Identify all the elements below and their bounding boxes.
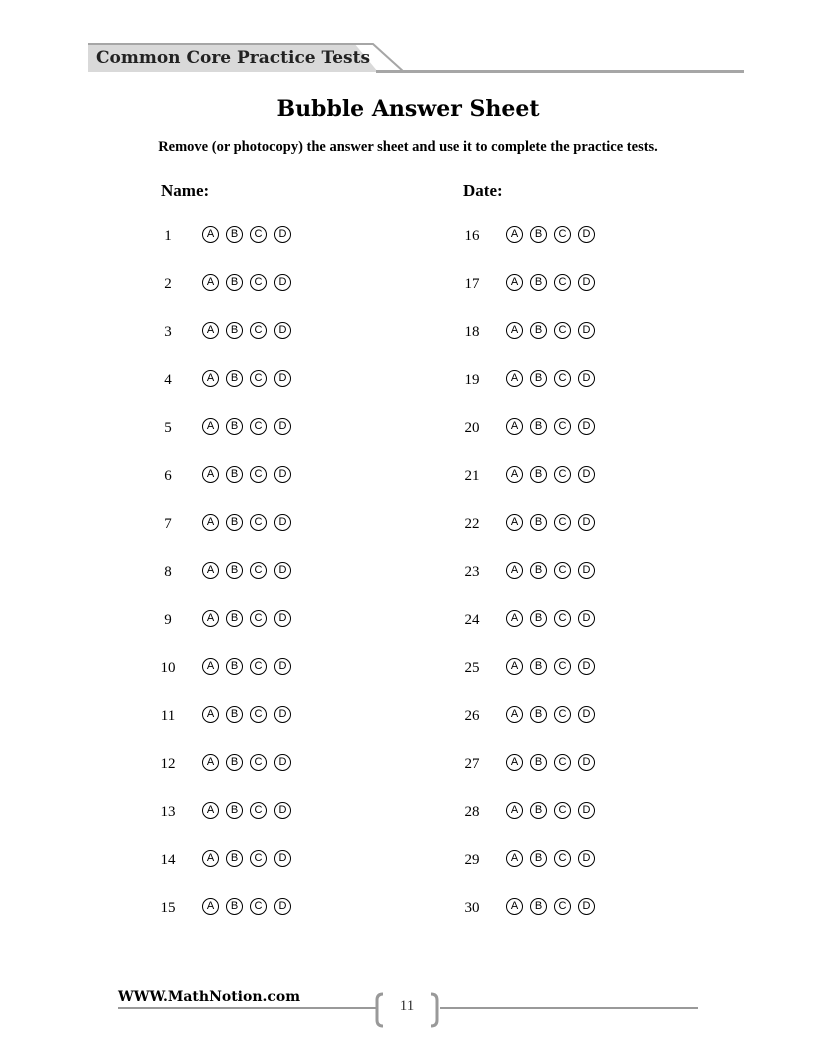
answer-bubble[interactable]: A <box>506 322 523 339</box>
answer-column-left <box>150 226 298 946</box>
answer-bubble[interactable]: C <box>554 802 571 819</box>
answer-bubbles <box>202 658 298 675</box>
answer-bubble[interactable]: C <box>250 322 267 339</box>
answer-bubble[interactable]: D <box>274 226 291 243</box>
question-number: 8 <box>164 564 172 580</box>
answer-bubble[interactable]: D <box>274 274 291 291</box>
answer-bubble[interactable]: A <box>202 754 219 771</box>
answer-bubble[interactable]: A <box>202 898 219 915</box>
answer-bubble[interactable]: A <box>506 898 523 915</box>
answer-bubble[interactable]: A <box>506 466 523 483</box>
answer-bubble[interactable]: B <box>530 850 547 867</box>
answer-bubble[interactable]: D <box>274 850 291 867</box>
date-label: Date: <box>463 181 503 200</box>
answer-bubble[interactable]: B <box>530 898 547 915</box>
answer-bubble[interactable]: D <box>274 802 291 819</box>
question-number: 6 <box>164 468 172 484</box>
answer-bubble[interactable]: A <box>506 274 523 291</box>
question-row <box>454 802 602 850</box>
page-title: Bubble Answer Sheet <box>276 96 540 122</box>
answer-bubble[interactable]: D <box>274 514 291 531</box>
question-row <box>454 658 602 706</box>
question-number: 24 <box>464 612 480 628</box>
question-number: 1 <box>164 228 172 244</box>
question-number: 5 <box>164 420 172 436</box>
answer-bubble[interactable]: B <box>226 514 243 531</box>
footer-rule-left <box>118 1007 376 1009</box>
answer-bubble[interactable]: C <box>250 898 267 915</box>
answer-bubble[interactable]: A <box>506 514 523 531</box>
answer-bubble[interactable]: B <box>530 370 547 387</box>
answer-bubble[interactable]: D <box>578 754 595 771</box>
answer-bubble[interactable]: C <box>250 658 267 675</box>
question-number: 20 <box>464 420 480 436</box>
answer-bubble[interactable]: D <box>578 562 595 579</box>
answer-bubbles <box>202 418 298 435</box>
instructions: Remove (or photocopy) the answer sheet and use it to complete the practice tests. <box>158 139 658 155</box>
answer-bubble[interactable]: C <box>554 370 571 387</box>
answer-bubble[interactable]: B <box>530 802 547 819</box>
answer-bubble[interactable]: A <box>202 274 219 291</box>
answer-bubble[interactable]: B <box>226 466 243 483</box>
answer-bubble[interactable]: C <box>554 898 571 915</box>
answer-bubble[interactable]: B <box>226 274 243 291</box>
answer-bubble[interactable]: D <box>578 706 595 723</box>
answer-bubble[interactable]: A <box>202 322 219 339</box>
answer-bubble[interactable]: C <box>250 370 267 387</box>
answer-bubbles <box>202 322 298 339</box>
page-number: 11 <box>399 998 415 1014</box>
answer-bubble[interactable]: B <box>530 610 547 627</box>
question-row <box>454 226 602 274</box>
answer-bubble[interactable]: B <box>226 562 243 579</box>
answer-bubble[interactable]: B <box>226 706 243 723</box>
answer-bubble[interactable]: C <box>250 226 267 243</box>
answer-bubble[interactable]: D <box>578 610 595 627</box>
answer-bubble[interactable]: D <box>578 898 595 915</box>
question-number: 13 <box>160 804 176 820</box>
answer-bubbles <box>506 898 602 915</box>
answer-bubbles <box>506 754 602 771</box>
answer-bubble[interactable]: A <box>202 706 219 723</box>
answer-bubbles <box>202 610 298 627</box>
question-number: 7 <box>164 516 172 532</box>
answer-bubble[interactable]: B <box>226 610 243 627</box>
answer-bubble[interactable]: D <box>274 322 291 339</box>
answer-bubbles <box>202 898 298 915</box>
answer-bubble[interactable]: D <box>578 418 595 435</box>
answer-bubble[interactable]: B <box>530 706 547 723</box>
answer-bubble[interactable]: D <box>274 754 291 771</box>
question-row <box>150 466 298 514</box>
answer-bubble[interactable]: C <box>554 322 571 339</box>
question-number: 28 <box>464 804 480 820</box>
question-row <box>454 514 602 562</box>
answer-bubble[interactable]: B <box>226 898 243 915</box>
answer-bubble[interactable]: A <box>202 370 219 387</box>
answer-bubble[interactable]: D <box>274 706 291 723</box>
question-number: 25 <box>464 660 480 676</box>
answer-bubble[interactable]: B <box>530 466 547 483</box>
question-number: 21 <box>464 468 480 484</box>
question-number: 4 <box>164 372 172 388</box>
answer-bubble[interactable]: A <box>506 850 523 867</box>
answer-bubble[interactable]: C <box>250 610 267 627</box>
answer-bubbles <box>506 322 602 339</box>
answer-bubble[interactable]: B <box>530 754 547 771</box>
answer-bubble[interactable]: B <box>226 754 243 771</box>
question-number: 29 <box>464 852 480 868</box>
question-number: 16 <box>464 228 480 244</box>
answer-bubble[interactable]: D <box>578 370 595 387</box>
answer-bubbles <box>506 466 602 483</box>
question-number: 26 <box>464 708 480 724</box>
answer-bubble[interactable]: A <box>202 850 219 867</box>
answer-bubbles <box>506 418 602 435</box>
answer-bubble[interactable]: B <box>530 658 547 675</box>
answer-bubble[interactable]: C <box>554 562 571 579</box>
answer-bubble[interactable]: A <box>506 802 523 819</box>
answer-bubble[interactable]: B <box>226 370 243 387</box>
answer-bubble[interactable]: D <box>274 898 291 915</box>
header-rule <box>376 70 744 73</box>
answer-bubble[interactable]: A <box>202 514 219 531</box>
answer-bubble[interactable]: C <box>250 802 267 819</box>
question-row <box>150 562 298 610</box>
answer-bubbles <box>202 562 298 579</box>
answer-bubble[interactable]: A <box>202 802 219 819</box>
question-row <box>454 562 602 610</box>
question-number: 2 <box>164 276 172 292</box>
answer-bubble[interactable]: A <box>202 418 219 435</box>
question-number: 18 <box>464 324 480 340</box>
answer-bubble[interactable]: C <box>250 514 267 531</box>
answer-bubble[interactable]: A <box>202 466 219 483</box>
question-row <box>454 754 602 802</box>
answer-bubbles <box>506 610 602 627</box>
answer-bubble[interactable]: D <box>578 658 595 675</box>
answer-bubbles <box>202 466 298 483</box>
answer-bubble[interactable]: D <box>578 514 595 531</box>
question-number: 11 <box>160 708 176 724</box>
question-number: 17 <box>464 276 480 292</box>
answer-bubble[interactable]: B <box>226 226 243 243</box>
answer-bubble[interactable]: A <box>506 754 523 771</box>
answer-bubble[interactable]: B <box>530 514 547 531</box>
question-number: 19 <box>464 372 480 388</box>
question-row <box>454 418 602 466</box>
answer-bubble[interactable]: C <box>250 562 267 579</box>
answer-bubble[interactable]: A <box>506 610 523 627</box>
question-row <box>150 802 298 850</box>
question-row <box>454 274 602 322</box>
answer-bubble[interactable]: B <box>530 322 547 339</box>
answer-bubble[interactable]: C <box>250 274 267 291</box>
question-row <box>150 322 298 370</box>
question-row <box>150 850 298 898</box>
answer-bubbles <box>202 850 298 867</box>
answer-bubble[interactable]: B <box>530 274 547 291</box>
question-number: 14 <box>160 852 176 868</box>
answer-bubble[interactable]: C <box>554 418 571 435</box>
question-row <box>454 610 602 658</box>
answer-bubble[interactable]: A <box>506 226 523 243</box>
name-label: Name: <box>161 181 210 200</box>
answer-bubble[interactable]: A <box>506 658 523 675</box>
answer-bubbles <box>506 658 602 675</box>
answer-bubble[interactable]: C <box>554 658 571 675</box>
answer-bubble[interactable]: B <box>226 322 243 339</box>
footer-website: WWW.MathNotion.com <box>118 989 301 1005</box>
answer-bubbles <box>202 754 298 771</box>
question-row <box>150 370 298 418</box>
answer-bubble[interactable]: D <box>274 418 291 435</box>
answer-bubbles <box>506 370 602 387</box>
answer-bubbles <box>506 562 602 579</box>
answer-bubble[interactable]: D <box>274 466 291 483</box>
answer-bubble[interactable]: D <box>578 802 595 819</box>
question-row <box>150 706 298 754</box>
answer-column-right <box>454 226 602 946</box>
question-row <box>150 514 298 562</box>
answer-bubble[interactable]: A <box>506 418 523 435</box>
answer-bubble[interactable]: B <box>226 658 243 675</box>
answer-bubble[interactable]: C <box>250 754 267 771</box>
answer-bubble[interactable]: C <box>250 418 267 435</box>
answer-bubbles <box>202 370 298 387</box>
question-row <box>150 418 298 466</box>
question-number: 9 <box>164 612 172 628</box>
answer-bubble[interactable]: D <box>274 370 291 387</box>
answer-bubble[interactable]: B <box>530 226 547 243</box>
answer-bubble[interactable]: B <box>530 562 547 579</box>
question-row <box>150 754 298 802</box>
question-number: 22 <box>464 516 480 532</box>
answer-bubble[interactable]: C <box>554 610 571 627</box>
answer-bubble[interactable]: A <box>506 706 523 723</box>
question-row <box>150 658 298 706</box>
answer-bubble[interactable]: A <box>506 562 523 579</box>
answer-bubble[interactable]: D <box>274 610 291 627</box>
question-row <box>150 274 298 322</box>
answer-bubble[interactable]: B <box>226 850 243 867</box>
answer-bubbles <box>202 274 298 291</box>
question-row <box>454 898 602 946</box>
answer-bubbles <box>506 274 602 291</box>
answer-bubbles <box>506 802 602 819</box>
answer-bubble[interactable]: D <box>274 562 291 579</box>
answer-bubble[interactable]: D <box>578 322 595 339</box>
question-row <box>454 706 602 754</box>
question-number: 12 <box>160 756 176 772</box>
answer-bubbles <box>506 514 602 531</box>
question-number: 15 <box>160 900 176 916</box>
question-number: 3 <box>164 324 172 340</box>
answer-bubble[interactable]: B <box>226 802 243 819</box>
answer-bubble[interactable]: C <box>250 850 267 867</box>
footer-rule-right <box>440 1007 698 1009</box>
answer-bubble[interactable]: B <box>226 418 243 435</box>
answer-bubble[interactable]: D <box>578 466 595 483</box>
answer-bubbles <box>202 514 298 531</box>
question-row <box>150 898 298 946</box>
answer-bubble[interactable]: D <box>578 850 595 867</box>
answer-bubble[interactable]: A <box>202 226 219 243</box>
question-row <box>454 322 602 370</box>
question-row <box>454 370 602 418</box>
answer-bubble[interactable]: A <box>506 370 523 387</box>
question-row <box>150 226 298 274</box>
answer-bubble[interactable]: C <box>554 706 571 723</box>
answer-bubble[interactable]: A <box>202 610 219 627</box>
answer-bubbles <box>506 706 602 723</box>
answer-bubble[interactable]: B <box>530 418 547 435</box>
answer-bubbles <box>506 226 602 243</box>
answer-bubble[interactable]: C <box>250 466 267 483</box>
answer-bubble[interactable]: C <box>554 226 571 243</box>
answer-bubble[interactable]: C <box>250 706 267 723</box>
answer-bubble[interactable]: C <box>554 274 571 291</box>
question-row <box>454 466 602 514</box>
question-number: 30 <box>464 900 480 916</box>
answer-bubble[interactable]: C <box>554 850 571 867</box>
answer-bubble[interactable]: A <box>202 658 219 675</box>
answer-bubble[interactable]: A <box>202 562 219 579</box>
question-row <box>454 850 602 898</box>
answer-bubbles <box>202 706 298 723</box>
answer-bubbles <box>506 850 602 867</box>
question-row <box>150 610 298 658</box>
question-number: 10 <box>160 660 176 676</box>
running-header: Common Core Practice Tests <box>96 48 371 68</box>
answer-bubble[interactable]: D <box>274 658 291 675</box>
answer-bubbles <box>202 802 298 819</box>
answer-bubble[interactable]: D <box>578 274 595 291</box>
answer-bubble[interactable]: C <box>554 754 571 771</box>
answer-bubble[interactable]: C <box>554 466 571 483</box>
answer-bubble[interactable]: C <box>554 514 571 531</box>
answer-bubble[interactable]: D <box>578 226 595 243</box>
question-number: 27 <box>464 756 480 772</box>
answer-bubbles <box>202 226 298 243</box>
question-number: 23 <box>464 564 480 580</box>
